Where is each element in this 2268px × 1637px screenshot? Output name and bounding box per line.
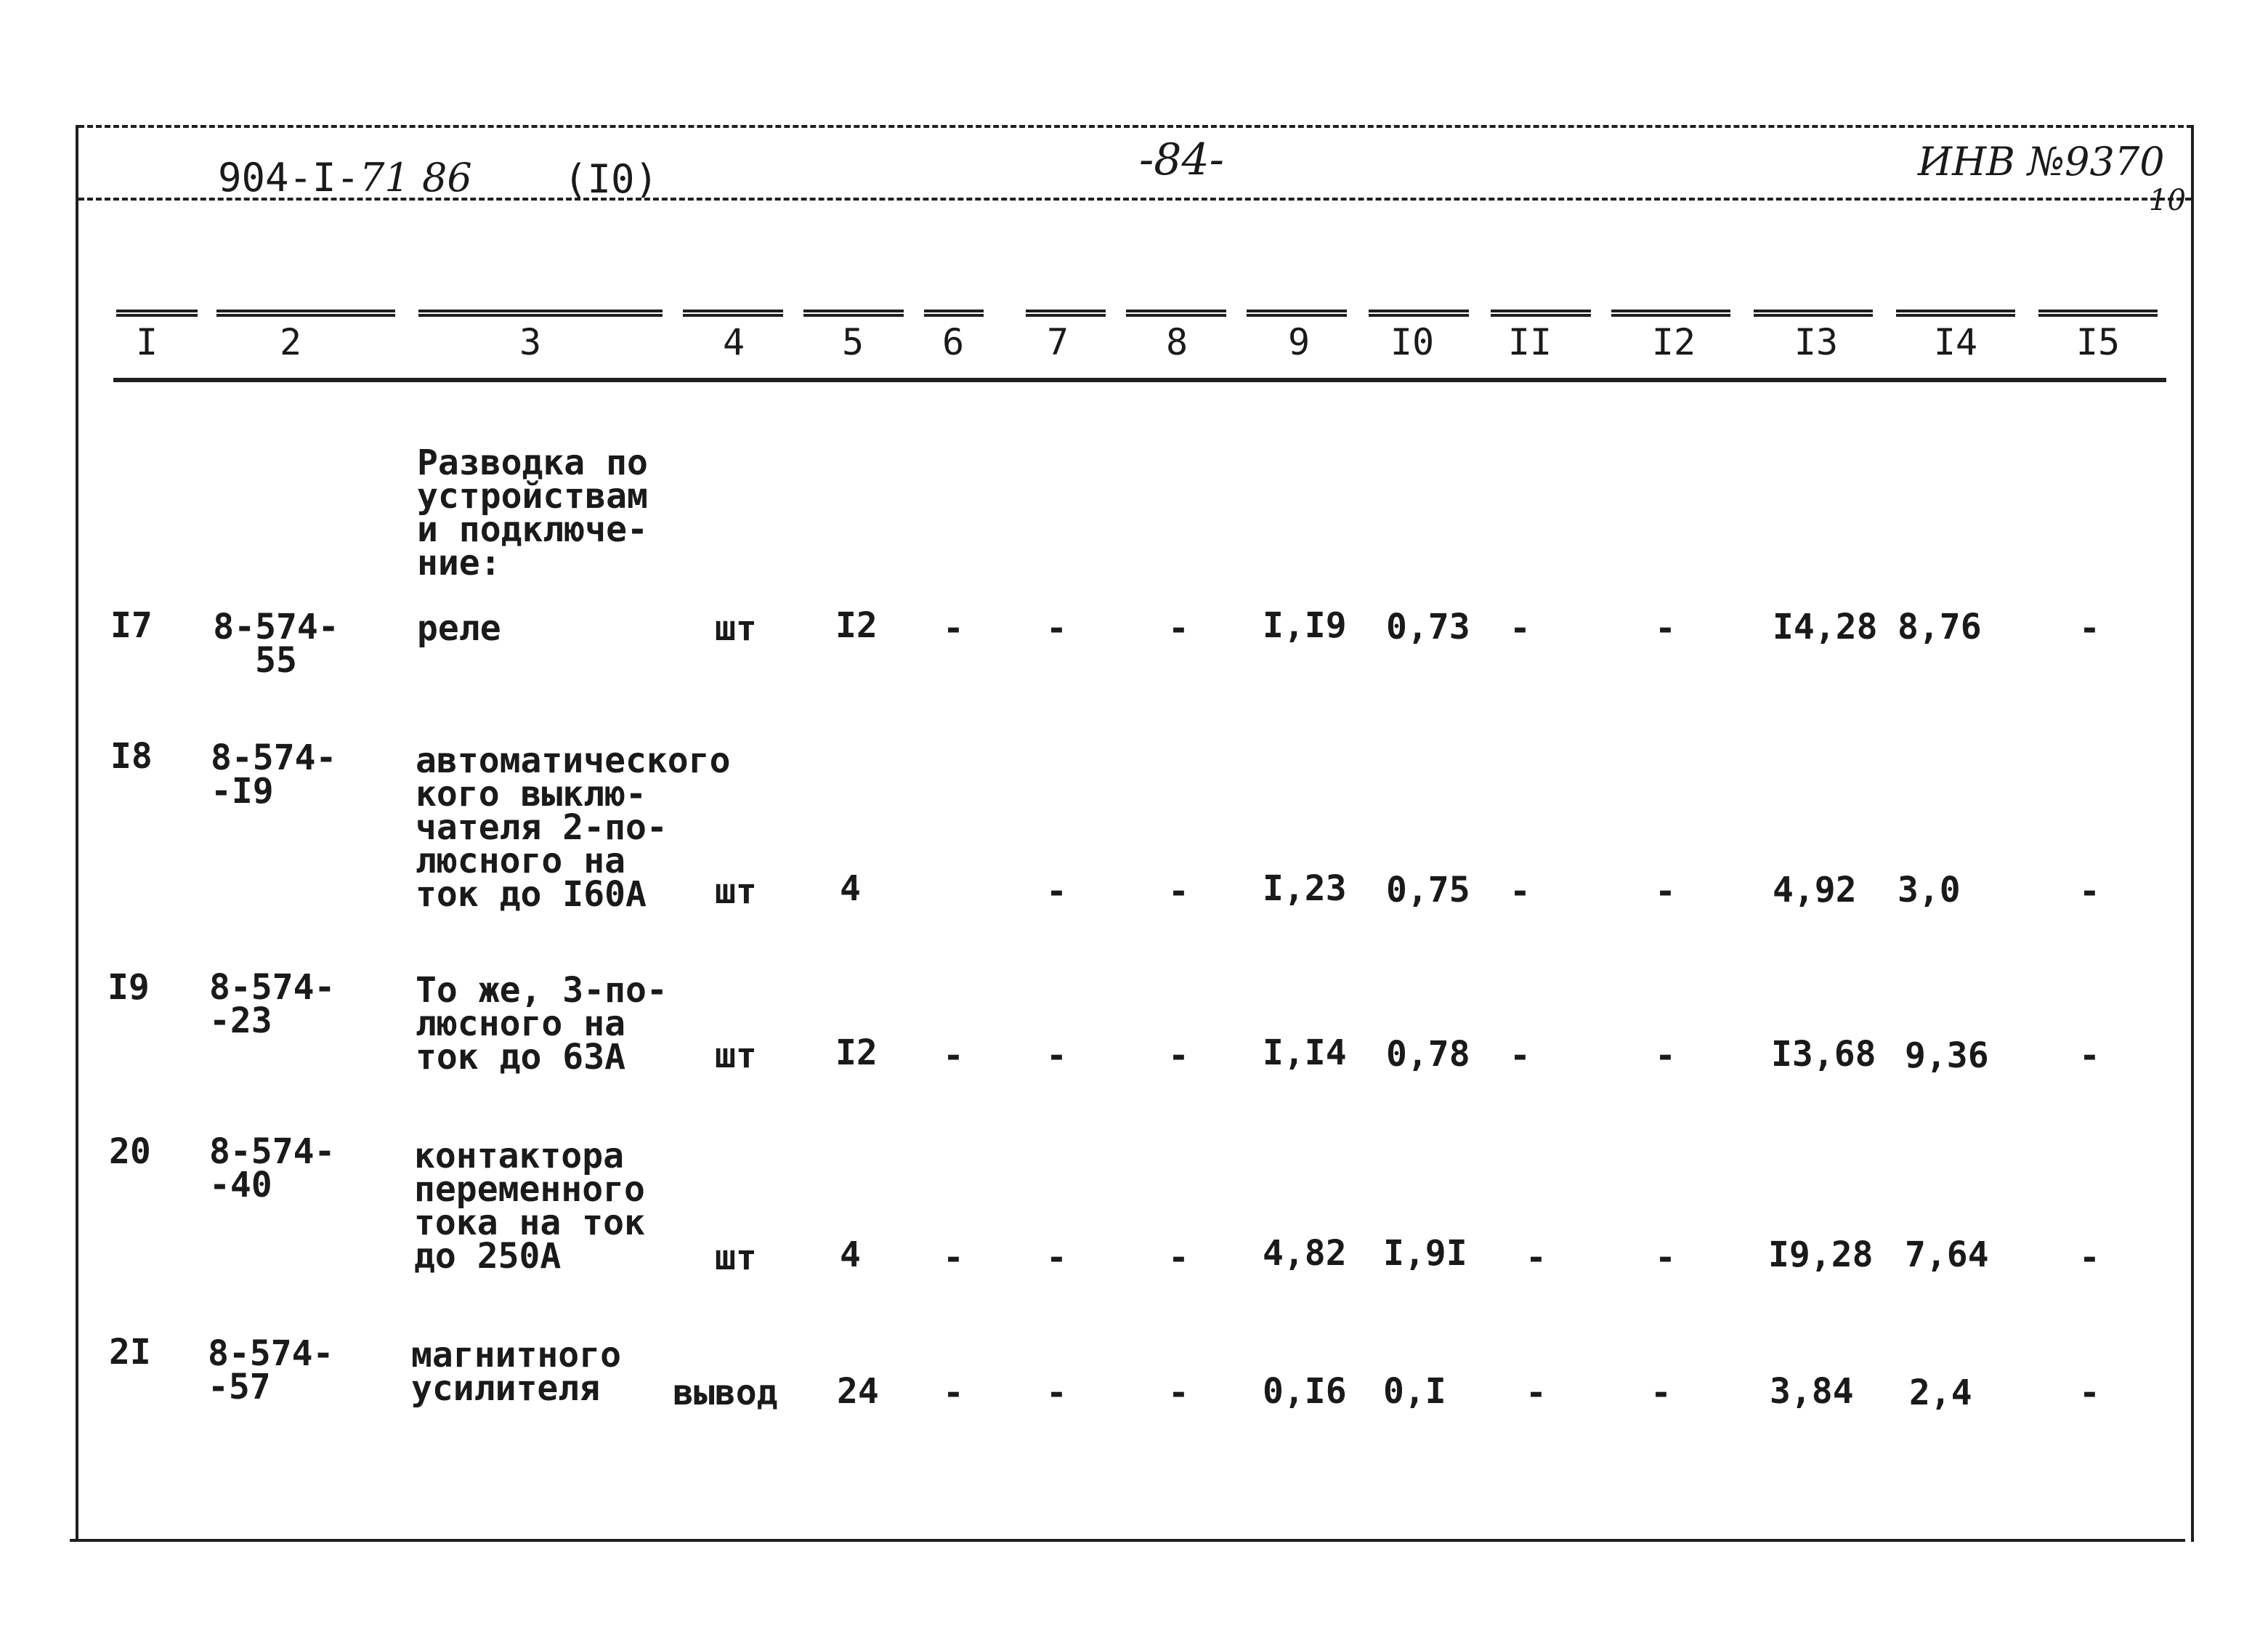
document-code xyxy=(218,155,472,201)
row-col13: 4,92 xyxy=(1773,870,1857,910)
row-number: 20 xyxy=(109,1131,151,1172)
inventory-sub-number: 10 xyxy=(2149,184,2186,217)
row-qty: 4 xyxy=(840,1234,861,1275)
row-col7: - xyxy=(1046,1237,1067,1278)
col-number-15: I5 xyxy=(2075,321,2121,363)
row-qty: I2 xyxy=(835,605,878,646)
row-col11: - xyxy=(1510,608,1531,649)
row-col7: - xyxy=(1046,608,1067,649)
row-col12: - xyxy=(1655,1237,1676,1278)
col-header-rule xyxy=(1754,310,1873,317)
row-unit: шт xyxy=(715,871,757,912)
row-col8: - xyxy=(1168,1035,1189,1076)
col-header-rule xyxy=(418,310,663,317)
row-col12: - xyxy=(1651,1373,1672,1413)
row-col10: 0,I xyxy=(1383,1371,1446,1412)
row-col12: - xyxy=(1655,608,1676,649)
row-name: магнитного усилителя xyxy=(411,1335,621,1409)
row-qty: I2 xyxy=(835,1032,878,1073)
row-col13: I9,28 xyxy=(1768,1234,1874,1275)
row-col14: 8,76 xyxy=(1898,607,1982,647)
row-code: 8-574- -57 xyxy=(208,1333,334,1407)
row-unit: шт xyxy=(715,1237,757,1278)
row-col6: - xyxy=(943,1035,964,1076)
col-number-6: 6 xyxy=(941,321,965,363)
row-qty: 4 xyxy=(840,868,861,909)
col-number-1: I xyxy=(135,321,158,363)
row-col7: - xyxy=(1046,1035,1067,1076)
row-col14: 2,4 xyxy=(1909,1373,1972,1413)
row-col9: 4,82 xyxy=(1263,1233,1347,1274)
row-col14: 7,64 xyxy=(1905,1234,1989,1275)
row-col11: - xyxy=(1526,1373,1547,1413)
row-col12: - xyxy=(1655,1035,1676,1076)
col-number-12: I2 xyxy=(1651,321,1696,363)
row-code: 8-574- -40 xyxy=(209,1131,336,1205)
col-number-8: 8 xyxy=(1165,321,1188,363)
document-code-handwritten: 71 86 xyxy=(360,155,472,201)
sheet-reference: (I0) xyxy=(564,156,659,202)
row-col13: I4,28 xyxy=(1773,607,1878,647)
row-col10: 0,75 xyxy=(1386,870,1470,910)
row-unit: шт xyxy=(715,1035,757,1076)
row-col15: - xyxy=(2079,1373,2100,1413)
row-col8: - xyxy=(1168,608,1189,649)
row-col8: - xyxy=(1168,1237,1189,1278)
row-col11: - xyxy=(1510,1035,1531,1076)
row-name: То же, 3-по- люсного на ток до 63А xyxy=(416,970,668,1078)
row-col9: I,I9 xyxy=(1263,605,1347,646)
inventory-number: ИНВ №9370 xyxy=(1918,139,2165,185)
col-header-rule xyxy=(1247,310,1347,317)
row-col9: I,23 xyxy=(1263,868,1347,909)
row-col9: 0,I6 xyxy=(1263,1371,1347,1412)
col-header-rule xyxy=(683,310,783,317)
row-col15: - xyxy=(2079,1237,2100,1278)
col-header-rule xyxy=(1369,310,1469,317)
row-col14: 3,0 xyxy=(1898,870,1961,910)
row-col15: - xyxy=(2079,871,2100,912)
col-number-4: 4 xyxy=(722,321,745,363)
row-number: 2I xyxy=(109,1332,151,1373)
row-name: контактора переменного тока на ток до 250А xyxy=(414,1136,645,1277)
row-number: I8 xyxy=(110,736,153,777)
row-code: 8-574- -23 xyxy=(209,967,336,1041)
col-number-11: II xyxy=(1507,321,1552,363)
col-header-rule xyxy=(803,310,904,317)
row-number: I9 xyxy=(108,967,150,1008)
row-col10: I,9I xyxy=(1383,1233,1467,1274)
frame-top-line xyxy=(78,125,2192,128)
section-heading: Разводка по устройствам и подключе- ние: xyxy=(417,442,648,583)
row-col12: - xyxy=(1655,871,1676,912)
col-header-rule xyxy=(1126,310,1226,317)
col-header-rule xyxy=(116,310,198,317)
col-number-3: 3 xyxy=(519,321,542,363)
row-name: автоматического кого выклю- чателя 2-по- люсного на ток до I60А xyxy=(416,740,731,915)
row-col14: 9,36 xyxy=(1905,1035,1989,1076)
row-name: реле xyxy=(417,608,501,649)
row-col15: - xyxy=(2079,1035,2100,1076)
document-code-printed: 904-I- xyxy=(218,155,360,201)
col-header-rule xyxy=(1491,310,1591,317)
frame-bottom-line xyxy=(70,1539,2185,1542)
col-number-7: 7 xyxy=(1046,321,1069,363)
row-col11: - xyxy=(1510,871,1531,912)
col-header-rule xyxy=(2038,310,2158,317)
col-header-rule xyxy=(1896,310,2015,317)
row-col6: - xyxy=(943,608,964,649)
row-col9: I,I4 xyxy=(1263,1032,1347,1073)
col-header-rule xyxy=(216,310,395,317)
col-number-2: 2 xyxy=(279,321,302,363)
row-unit: шт xyxy=(715,608,757,649)
col-number-10: I0 xyxy=(1390,321,1435,363)
row-col8: - xyxy=(1168,871,1189,912)
row-code: 8-574- 55 xyxy=(213,607,339,681)
row-col11: - xyxy=(1526,1237,1547,1278)
page-number: -84- xyxy=(1139,134,1224,185)
col-number-13: I3 xyxy=(1794,321,1839,363)
row-col8: - xyxy=(1168,1373,1189,1413)
row-col6: - xyxy=(943,1373,964,1413)
col-number-14: I4 xyxy=(1933,321,1978,363)
frame-right-line xyxy=(2191,125,2194,1542)
row-col6: - xyxy=(943,1237,964,1278)
col-header-rule xyxy=(1611,310,1730,317)
row-col10: 0,78 xyxy=(1386,1034,1470,1075)
row-col13: 3,84 xyxy=(1770,1371,1854,1412)
col-number-9: 9 xyxy=(1287,321,1311,363)
row-col10: 0,73 xyxy=(1386,607,1470,647)
frame-left-line xyxy=(76,125,78,1542)
col-header-rule xyxy=(924,310,984,317)
row-col7: - xyxy=(1046,871,1067,912)
row-qty: 24 xyxy=(837,1371,879,1412)
col-header-rule xyxy=(1026,310,1106,317)
row-code: 8-574- -I9 xyxy=(211,737,337,812)
row-number: I7 xyxy=(110,605,153,646)
row-col13: I3,68 xyxy=(1771,1034,1876,1075)
row-col7: - xyxy=(1046,1373,1067,1413)
col-number-5: 5 xyxy=(841,321,864,363)
row-unit: вывод xyxy=(673,1373,778,1413)
row-col15: - xyxy=(2079,608,2100,649)
col-header-bottom-rule xyxy=(113,378,2166,382)
